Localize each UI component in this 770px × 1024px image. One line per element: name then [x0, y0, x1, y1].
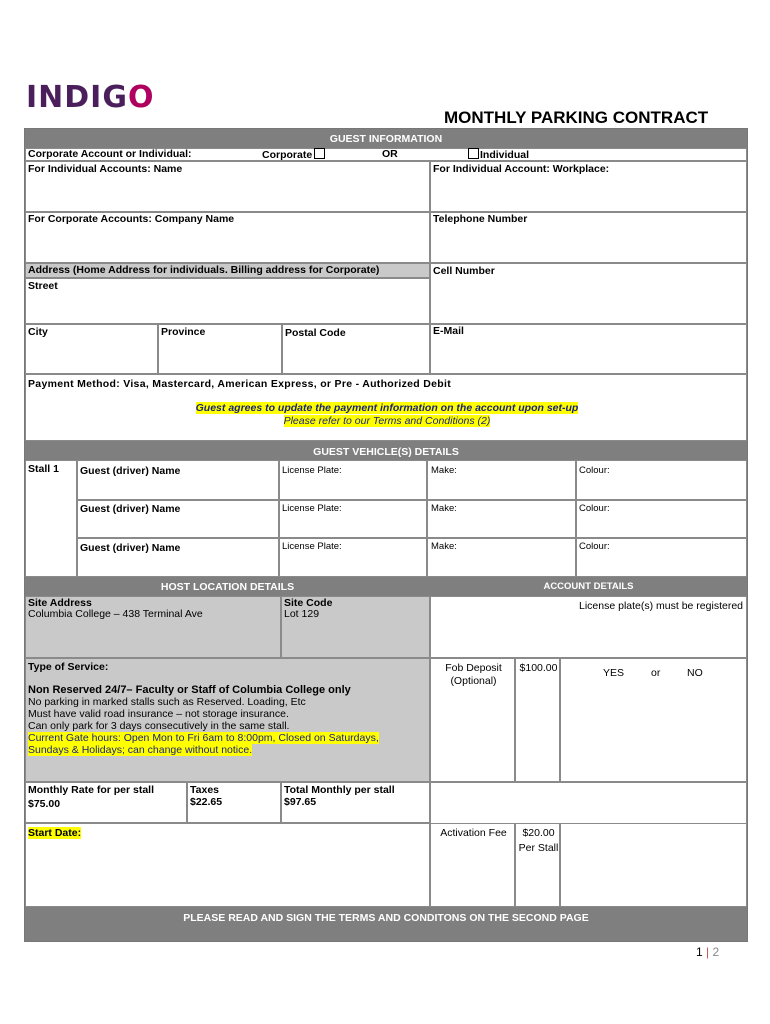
- site-code-cell: Site Code Lot 129: [281, 596, 430, 658]
- colour-2[interactable]: Colour:: [576, 500, 747, 538]
- footer-notice: PLEASE READ AND SIGN THE TERMS AND CONDITONS ON THE SECOND PAGE: [25, 907, 747, 941]
- site-code-value: Lot 129: [284, 608, 320, 620]
- driver-name-2[interactable]: Guest (driver) Name: [77, 500, 279, 538]
- city-field[interactable]: City: [25, 324, 158, 374]
- colour-1[interactable]: Colour:: [576, 460, 747, 500]
- activation-amount-cell: $20.00 Per Stall: [515, 823, 560, 907]
- fob-yes[interactable]: YES: [603, 667, 625, 679]
- postal-code-field[interactable]: Postal Code: [282, 324, 430, 374]
- taxes-cell: Taxes $22.65: [187, 782, 281, 823]
- license-plate-2[interactable]: License Plate:: [279, 500, 427, 538]
- gate-hours-2: Sundays & Holidays; can change without notice.: [28, 744, 253, 756]
- indigo-logo: INDIGO: [26, 80, 155, 115]
- activation-blank-cell: [560, 823, 747, 907]
- license-plate-1[interactable]: License Plate:: [279, 460, 427, 500]
- site-address-value: Columbia College – 438 Terminal Ave: [28, 608, 203, 620]
- make-2[interactable]: Make:: [427, 500, 576, 538]
- guest-info-header: GUEST INFORMATION: [25, 129, 747, 148]
- activation-fee-cell: Activation Fee: [430, 823, 515, 907]
- address-label-row: Address (Home Address for individuals. Billing address for Corporate): [25, 263, 430, 278]
- page-number: 1 | 2: [696, 945, 720, 959]
- make-1[interactable]: Make:: [427, 460, 576, 500]
- corporate-option[interactable]: Corporate: [262, 148, 325, 161]
- page-title: MONTHLY PARKING CONTRACT: [444, 108, 709, 127]
- taxes-value: $22.65: [190, 796, 223, 808]
- or-text: OR: [382, 148, 398, 160]
- driver-name-3[interactable]: Guest (driver) Name: [77, 538, 279, 577]
- host-location-header: HOST LOCATION DETAILS: [25, 577, 430, 596]
- cell-number-field[interactable]: Cell Number: [430, 263, 747, 324]
- individual-name-field[interactable]: For Individual Accounts: Name: [25, 161, 430, 212]
- gate-hours: Current Gate hours: Open Mon to Fri 6am to 8:00pm, Closed on Saturdays,: [28, 732, 379, 744]
- company-name-field[interactable]: For Corporate Accounts: Company Name: [25, 212, 430, 263]
- agree-note: Guest agrees to update the payment information on the account upon set-up: [195, 402, 579, 414]
- site-address-cell: Site Address Columbia College – 438 Terminal Ave: [25, 596, 281, 658]
- fob-deposit-cell: Fob Deposit (Optional): [430, 658, 515, 782]
- contract-form: [24, 128, 748, 942]
- service-title: Non Reserved 24/7– Faculty or Staff of Columbia College only: [28, 684, 351, 696]
- plates-note-cell: License plate(s) must be registered: [430, 596, 747, 658]
- individual-option[interactable]: Individual: [468, 148, 529, 161]
- account-details-header: ACCOUNT DETAILS: [430, 577, 747, 596]
- fob-choice-cell: YES or NO: [560, 658, 747, 782]
- stall-1-cell: Stall 1: [25, 460, 77, 577]
- workplace-field[interactable]: For Individual Account: Workplace:: [430, 161, 747, 212]
- fob-no[interactable]: NO: [687, 667, 703, 679]
- province-field[interactable]: Province: [158, 324, 282, 374]
- individual-checkbox[interactable]: [468, 148, 479, 159]
- make-3[interactable]: Make:: [427, 538, 576, 577]
- email-field[interactable]: E-Mail: [430, 324, 747, 374]
- fob-amount-cell: $100.00: [515, 658, 560, 782]
- monthly-rate-value: $75.00: [28, 798, 61, 810]
- total-value: $97.65: [284, 796, 317, 808]
- monthly-rate-cell: Monthly Rate for per stall $75.00: [25, 782, 187, 823]
- total-cell: Total Monthly per stall $97.65: [281, 782, 430, 823]
- telephone-field[interactable]: Telephone Number: [430, 212, 747, 263]
- terms-note: Please refer to our Terms and Conditions (2): [283, 415, 491, 427]
- payment-method-label: Payment Method: Visa, Mastercard, American Express, or Pre - Authorized Debit: [28, 378, 451, 390]
- street-field[interactable]: Street: [25, 278, 430, 324]
- account-type-label: Corporate Account or Individual:: [28, 148, 192, 160]
- service-label: Type of Service:: [28, 661, 109, 673]
- payment-section: [25, 374, 747, 441]
- vehicles-header: GUEST VEHICLE(S) DETAILS: [25, 441, 747, 460]
- service-cell: Type of Service: Non Reserved 24/7– Faculty or Staff of Columbia College only No parking in marked stalls such as Reserved. Loading, Etc Must have valid road insurance – not storage insurance. Can only park for 3 days consecutively in the same stall. Current Gate hours: Open Mon to Fri 6am to 8:00pm, Closed on Saturdays, Sundays & Holidays; can change without notice.: [25, 658, 430, 782]
- corporate-checkbox[interactable]: [314, 148, 325, 159]
- license-plate-3[interactable]: License Plate:: [279, 538, 427, 577]
- start-date-field[interactable]: Start Date:: [25, 823, 430, 907]
- account-type-row: [25, 148, 747, 161]
- colour-3[interactable]: Colour:: [576, 538, 747, 577]
- driver-name-1[interactable]: Guest (driver) Name: [77, 460, 279, 500]
